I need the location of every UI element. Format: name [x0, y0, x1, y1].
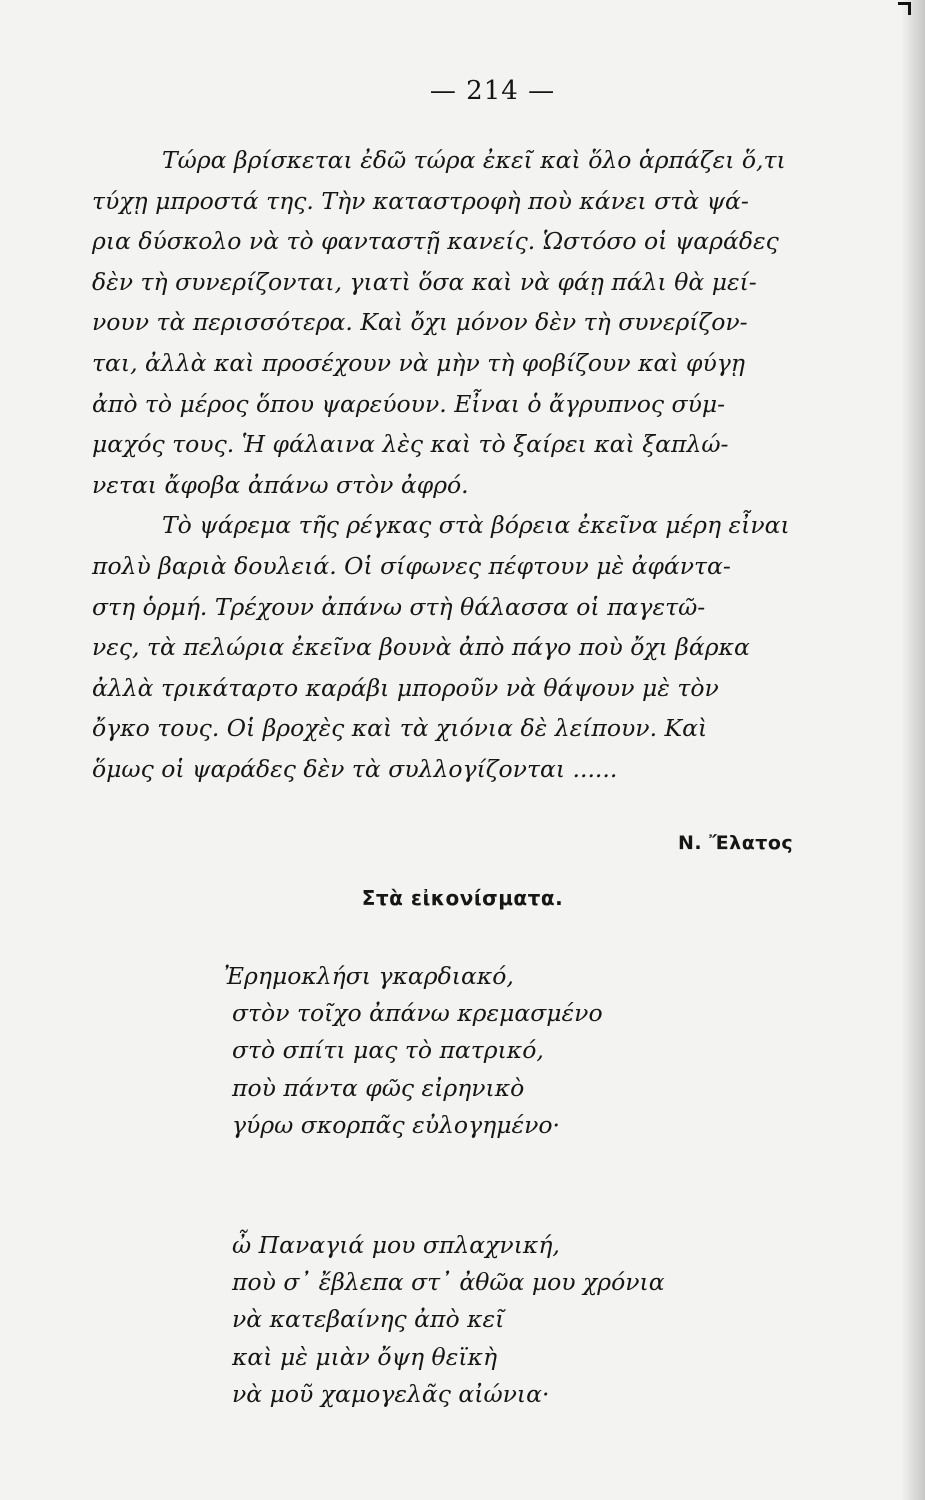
poem-stanza-1	[224, 958, 792, 1144]
verse-line: νὰ μοῦ χαμογελᾶς αἰώνια·	[232, 1379, 550, 1408]
text-line: ἀλλὰ τρικάταρτο καράβι μποροῦν νὰ θάψουν μὲ τὸν	[92, 673, 719, 702]
verse-line: ποὺ σ᾽ ἔβλεπα στ᾽ ἀθῶα μου χρόνια	[232, 1268, 665, 1297]
text-line: Τώρα βρίσκεται ἐδῶ τώρα ἐκεῖ καὶ ὅλο ἁρπάζει ὅ,τι	[162, 146, 786, 174]
text-line: νουν τὰ περισσότερα. Καὶ ὄχι μόνον δὲν τὴ συνερίζον-	[92, 308, 748, 337]
poem-title: Στὰ εἰκονίσματα.	[361, 886, 564, 910]
author-signature: Ν. Ἔλατος	[678, 832, 794, 854]
verse-line: νὰ κατεβαίνης ἀπὸ κεῖ	[232, 1305, 505, 1334]
text-line: νεται ἄφοβα ἀπάνω στὸν ἀφρό.	[92, 470, 469, 499]
text-line: ὅμως οἱ ψαράδες δὲν τὰ συλλογίζονται ......	[92, 754, 618, 783]
page-edge-shadow	[901, 0, 925, 1500]
text-line: μαχός τους. Ἡ φάλαινα λὲς καὶ τὸ ξαίρει καὶ ξαπλώ-	[92, 430, 729, 459]
verse-line: ὦ Παναγιά μου σπλαχνική,	[232, 1231, 560, 1259]
text-line: ται, ἀλλὰ καὶ προσέχουν νὰ μὴν τὴ φοβίζουν καὶ φύγῃ	[92, 348, 745, 377]
text-line: ρια δύσκολο νὰ τὸ φανταστῇ κανείς. Ὡστόσο οἱ ψαράδες	[92, 227, 779, 256]
text-line: ἀπὸ τὸ μέρος ὅπου ψαρεύουν. Εἶναι ὁ ἄγρυπνος σύμ-	[92, 389, 726, 418]
page-number: — 214 —	[429, 76, 556, 106]
verse-line: στὸ σπίτι μας τὸ πατρικό,	[232, 1036, 544, 1065]
prose-text	[92, 140, 872, 790]
text-line: πολὺ βαριὰ δουλειά. Οἱ σίφωνες πέφτουν μὲ ἀφάντα-	[92, 551, 731, 580]
text-line: δὲν τὴ συνερίζονται, γιατὶ ὅσα καὶ νὰ φάῃ πάλι θὰ μεί-	[92, 267, 757, 296]
text-line: Τὸ ψάρεμα τῆς ρέγκας στὰ βόρεια ἐκεῖνα μέρη εἶναι	[162, 511, 790, 540]
text-line: νες, τὰ πελώρια ἐκεῖνα βουνὰ ἀπὸ πάγο ποὺ ὄχι βάρκα	[92, 633, 750, 662]
text-line: ὄγκο τους. Οἱ βροχὲς καὶ τὰ χιόνια δὲ λείπουν. Καὶ	[92, 714, 708, 743]
text-line: τύχῃ μπροστά της. Τὴν καταστροφὴ ποὺ κάνει στὰ ψά-	[92, 186, 749, 215]
verse-line: καὶ μὲ μιὰν ὄψη θεϊκὴ	[232, 1342, 498, 1371]
corner-mark	[898, 2, 911, 15]
verse-line: γύρω σκορπᾶς εὐλογημένο·	[232, 1110, 560, 1139]
paragraph-1	[92, 140, 872, 505]
poem-stanza-2	[232, 1227, 792, 1413]
text-line: στη ὁρμή. Τρέχουν ἀπάνω στὴ θάλασσα οἱ παγετῶ-	[92, 592, 706, 621]
paragraph-2	[92, 505, 872, 789]
verse-line: ποὺ πάντα φῶς εἰρηνικὸ	[232, 1073, 525, 1102]
verse-line: στὸν τοῖχο ἀπάνω κρεμασμένο	[232, 999, 603, 1028]
verse-line: Ἐρημοκλήσι γκαρδιακό,	[224, 962, 514, 990]
